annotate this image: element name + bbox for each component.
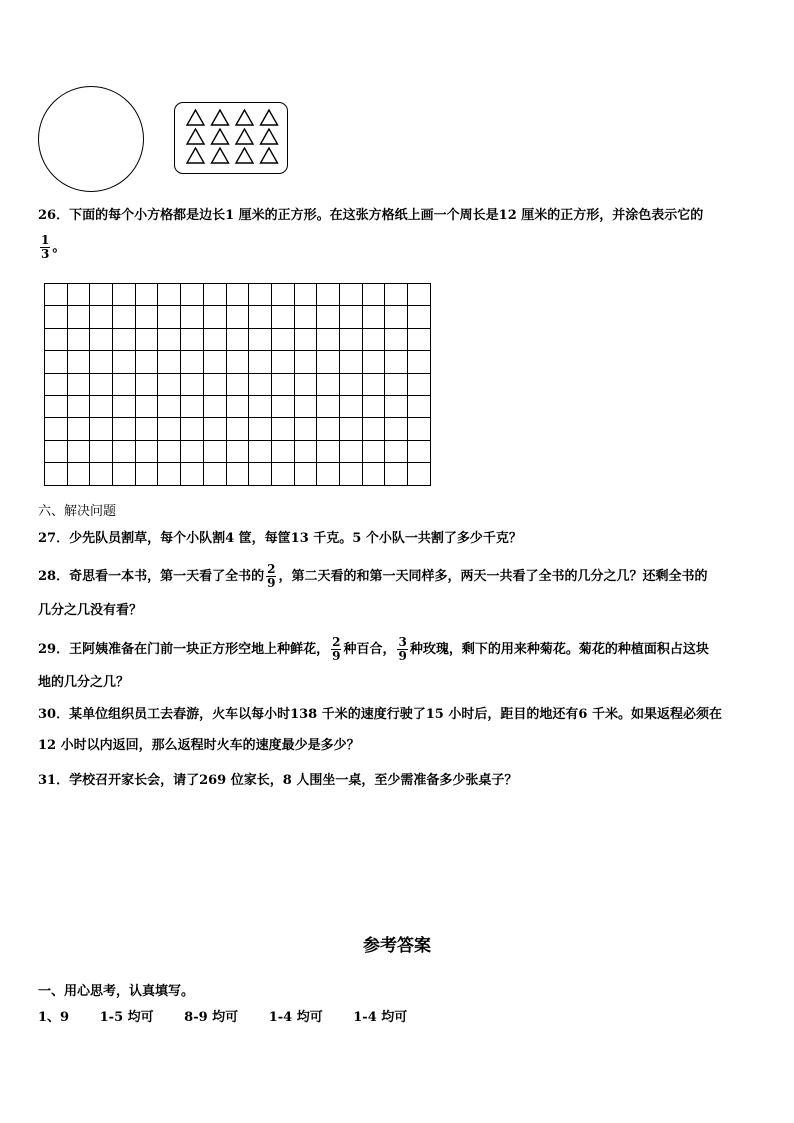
triangle-box-figure bbox=[174, 102, 288, 174]
grid-cell bbox=[408, 284, 431, 306]
grid-cell bbox=[226, 306, 249, 328]
grid-cell bbox=[67, 440, 90, 462]
grid-cell bbox=[408, 328, 431, 350]
answers-row bbox=[38, 1009, 433, 1027]
grid-cell bbox=[294, 284, 317, 306]
grid-cell bbox=[203, 328, 226, 350]
grid-cell bbox=[181, 306, 204, 328]
grid-cell bbox=[158, 306, 181, 328]
grid-row bbox=[45, 418, 431, 440]
grid-cell bbox=[135, 351, 158, 373]
grid-cell bbox=[362, 440, 385, 462]
fraction-denominator: 9 bbox=[267, 576, 276, 590]
square-grid bbox=[44, 283, 431, 486]
circle-figure bbox=[38, 86, 144, 192]
grid-cell bbox=[226, 328, 249, 350]
grid-cell bbox=[385, 418, 408, 440]
fraction-numerator: 2 bbox=[267, 562, 276, 576]
grid-cell bbox=[158, 418, 181, 440]
grid-cell bbox=[158, 395, 181, 417]
grid-cell bbox=[67, 284, 90, 306]
grid-cell bbox=[317, 284, 340, 306]
grid-cell bbox=[249, 418, 272, 440]
grid-cell bbox=[317, 440, 340, 462]
grid-cell bbox=[90, 328, 113, 350]
grid-cell bbox=[408, 351, 431, 373]
grid-cell bbox=[113, 306, 136, 328]
question-31: 31．学校召开家长会，请了269 位家长，8 人围坐一桌，至少需准备多少张桌子？ bbox=[38, 773, 518, 788]
grid-cell bbox=[249, 328, 272, 350]
grid-cell bbox=[113, 440, 136, 462]
fraction-numerator: 1 bbox=[41, 233, 50, 247]
question-26-text: 26．下面的每个小方格都是边长1 厘米的正方形。在这张方格纸上画一个周长是12 厘米的正方形，并涂色表示它的 bbox=[38, 208, 704, 223]
grid-cell bbox=[181, 373, 204, 395]
grid-cell bbox=[45, 463, 68, 485]
triangle-shape bbox=[187, 148, 204, 163]
fraction-numerator: 3 bbox=[398, 635, 407, 649]
grid-cell bbox=[294, 373, 317, 395]
grid-row bbox=[45, 351, 431, 373]
answer-item: 8-9 均可 bbox=[184, 1010, 239, 1025]
grid-cell bbox=[339, 284, 362, 306]
grid-cell bbox=[385, 440, 408, 462]
grid-cell bbox=[90, 373, 113, 395]
triangle-shape bbox=[212, 148, 229, 163]
question-29 bbox=[38, 636, 709, 663]
grid-cell bbox=[249, 373, 272, 395]
answer-item: 1-4 均可 bbox=[353, 1010, 408, 1025]
grid-cell bbox=[67, 373, 90, 395]
grid-cell bbox=[113, 418, 136, 440]
grid-cell bbox=[67, 306, 90, 328]
grid-cell bbox=[226, 463, 249, 485]
grid-cell bbox=[294, 463, 317, 485]
grid-cell bbox=[45, 328, 68, 350]
grid-row bbox=[45, 284, 431, 306]
grid-cell bbox=[90, 418, 113, 440]
grid-cell bbox=[385, 395, 408, 417]
section-6-heading: 六、解决问题 bbox=[38, 504, 117, 519]
grid-cell bbox=[67, 418, 90, 440]
grid-row bbox=[45, 463, 431, 485]
grid-cell bbox=[317, 418, 340, 440]
fraction-tail: 。 bbox=[52, 240, 66, 255]
grid-cell bbox=[135, 328, 158, 350]
grid-cell bbox=[135, 373, 158, 395]
grid-row bbox=[45, 306, 431, 328]
grid-cell bbox=[249, 463, 272, 485]
grid-cell bbox=[203, 440, 226, 462]
grid-cell bbox=[45, 395, 68, 417]
grid-cell bbox=[45, 418, 68, 440]
triangle-shape bbox=[212, 129, 229, 144]
grid-cell bbox=[203, 306, 226, 328]
question-26 bbox=[38, 207, 703, 225]
fraction-three-ninths bbox=[397, 636, 407, 663]
grid-cell bbox=[67, 328, 90, 350]
grid-cell bbox=[271, 284, 294, 306]
grid-cell bbox=[249, 284, 272, 306]
grid-cell bbox=[385, 284, 408, 306]
grid-cell bbox=[181, 351, 204, 373]
grid-cell bbox=[271, 440, 294, 462]
answer-item: 1、9 bbox=[38, 1010, 70, 1025]
q28-part1: 28．奇思看一本书，第一天看了全书的 bbox=[38, 569, 265, 584]
grid-cell bbox=[135, 284, 158, 306]
fraction-numerator: 2 bbox=[332, 635, 341, 649]
grid-cell bbox=[226, 440, 249, 462]
fraction-denominator: 9 bbox=[332, 649, 341, 663]
grid-cell bbox=[362, 395, 385, 417]
q29-part1: 29．王阿姨准备在门前一块正方形空地上种鲜花， bbox=[38, 642, 330, 657]
q29-part3: 种玫瑰，剩下的用来种菊花。菊花的种植面积占这块 bbox=[409, 642, 709, 657]
grid-cell bbox=[385, 306, 408, 328]
grid-cell bbox=[249, 351, 272, 373]
grid-cell bbox=[339, 373, 362, 395]
triangle-shape bbox=[261, 148, 278, 163]
grid-cell bbox=[158, 328, 181, 350]
fraction-two-ninths bbox=[331, 636, 341, 663]
grid-cell bbox=[339, 395, 362, 417]
grid-cell bbox=[181, 328, 204, 350]
grid-cell bbox=[271, 306, 294, 328]
grid-cell bbox=[203, 418, 226, 440]
grid-cell bbox=[317, 463, 340, 485]
triangle-shape bbox=[261, 110, 278, 125]
grid-cell bbox=[408, 463, 431, 485]
grid-cell bbox=[362, 463, 385, 485]
grid-cell bbox=[385, 463, 408, 485]
grid-row bbox=[45, 328, 431, 350]
grid-cell bbox=[339, 328, 362, 350]
grid-cell bbox=[135, 306, 158, 328]
grid-table bbox=[44, 283, 431, 486]
answers-title: 参考答案 bbox=[363, 936, 431, 956]
grid-cell bbox=[317, 328, 340, 350]
question-26-fraction-line bbox=[38, 234, 65, 261]
grid-cell bbox=[113, 373, 136, 395]
grid-cell bbox=[317, 373, 340, 395]
grid-cell bbox=[113, 328, 136, 350]
grid-cell bbox=[90, 463, 113, 485]
triangle-shape bbox=[187, 110, 204, 125]
grid-cell bbox=[362, 328, 385, 350]
grid-cell bbox=[385, 328, 408, 350]
grid-cell bbox=[294, 440, 317, 462]
fraction-denominator: 9 bbox=[398, 649, 407, 663]
grid-cell bbox=[249, 395, 272, 417]
grid-cell bbox=[135, 395, 158, 417]
question-28 bbox=[38, 563, 707, 590]
grid-cell bbox=[317, 306, 340, 328]
grid-cell bbox=[67, 463, 90, 485]
grid-cell bbox=[249, 440, 272, 462]
q28-part2: ，第二天看的和第一天同样多，两天一共看了全书的几分之几？还剩全书的 bbox=[278, 569, 708, 584]
answer-item: 1-4 均可 bbox=[268, 1010, 323, 1025]
grid-cell bbox=[113, 351, 136, 373]
grid-cell bbox=[408, 306, 431, 328]
fraction-denominator: 3 bbox=[41, 247, 50, 261]
fraction-two-ninths bbox=[266, 563, 276, 590]
grid-cell bbox=[362, 351, 385, 373]
question-30: 30．某单位组织员工去春游，火车以每小时138 千米的速度行驶了15 小时后，距目的地还有6 千米。如果返程必须在 bbox=[38, 707, 722, 722]
grid-row bbox=[45, 395, 431, 417]
grid-cell bbox=[67, 351, 90, 373]
grid-cell bbox=[45, 284, 68, 306]
grid-cell bbox=[203, 351, 226, 373]
grid-cell bbox=[113, 284, 136, 306]
grid-cell bbox=[203, 463, 226, 485]
grid-cell bbox=[158, 373, 181, 395]
grid-cell bbox=[271, 395, 294, 417]
grid-cell bbox=[226, 284, 249, 306]
triangle-shape bbox=[236, 148, 253, 163]
triangle-shape bbox=[236, 110, 253, 125]
question-29-line2: 地的几分之几？ bbox=[38, 675, 130, 690]
question-27: 27．少先队员割草，每个小队割4 筐，每筐13 千克。5 个小队一共割了多少千克？ bbox=[38, 531, 522, 546]
grid-cell bbox=[226, 373, 249, 395]
question-30-line2: 12 小时以内返回，那么返程时火车的速度最少是多少？ bbox=[38, 738, 360, 753]
grid-cell bbox=[181, 440, 204, 462]
triangle-shape bbox=[212, 110, 229, 125]
grid-cell bbox=[90, 306, 113, 328]
grid-cell bbox=[67, 395, 90, 417]
grid-cell bbox=[271, 373, 294, 395]
grid-cell bbox=[90, 395, 113, 417]
grid-cell bbox=[294, 328, 317, 350]
grid-cell bbox=[181, 284, 204, 306]
grid-cell bbox=[339, 463, 362, 485]
grid-cell bbox=[45, 306, 68, 328]
triangle-shape bbox=[261, 129, 278, 144]
grid-cell bbox=[203, 373, 226, 395]
grid-cell bbox=[408, 418, 431, 440]
grid-cell bbox=[271, 328, 294, 350]
grid-cell bbox=[362, 284, 385, 306]
grid-cell bbox=[135, 463, 158, 485]
grid-cell bbox=[90, 351, 113, 373]
fraction-one-third bbox=[40, 234, 50, 261]
answers-section-1: 一、用心思考，认真填写。 bbox=[38, 984, 195, 999]
answer-item: 1-5 均可 bbox=[99, 1010, 154, 1025]
grid-cell bbox=[113, 395, 136, 417]
grid-cell bbox=[135, 440, 158, 462]
grid-cell bbox=[90, 440, 113, 462]
grid-cell bbox=[113, 463, 136, 485]
q29-part2: 种百合， bbox=[343, 642, 396, 657]
grid-cell bbox=[226, 351, 249, 373]
grid-cell bbox=[226, 395, 249, 417]
grid-cell bbox=[158, 351, 181, 373]
grid-cell bbox=[317, 395, 340, 417]
grid-cell bbox=[408, 373, 431, 395]
grid-cell bbox=[135, 418, 158, 440]
grid-cell bbox=[339, 306, 362, 328]
grid-cell bbox=[408, 395, 431, 417]
triangle-shape bbox=[236, 129, 253, 144]
grid-cell bbox=[226, 418, 249, 440]
grid-cell bbox=[158, 440, 181, 462]
grid-cell bbox=[45, 440, 68, 462]
grid-cell bbox=[317, 351, 340, 373]
grid-cell bbox=[90, 284, 113, 306]
grid-cell bbox=[181, 463, 204, 485]
triangle-shape bbox=[187, 129, 204, 144]
grid-cell bbox=[362, 373, 385, 395]
grid-cell bbox=[294, 395, 317, 417]
grid-cell bbox=[385, 373, 408, 395]
grid-cell bbox=[203, 395, 226, 417]
grid-cell bbox=[249, 306, 272, 328]
grid-cell bbox=[203, 284, 226, 306]
grid-cell bbox=[362, 306, 385, 328]
grid-cell bbox=[181, 418, 204, 440]
grid-cell bbox=[158, 284, 181, 306]
grid-cell bbox=[294, 306, 317, 328]
grid-cell bbox=[294, 418, 317, 440]
triangles-svg bbox=[175, 103, 287, 173]
grid-cell bbox=[158, 463, 181, 485]
grid-row bbox=[45, 373, 431, 395]
grid-cell bbox=[294, 351, 317, 373]
grid-row bbox=[45, 440, 431, 462]
grid-cell bbox=[181, 395, 204, 417]
grid-cell bbox=[45, 373, 68, 395]
grid-cell bbox=[362, 418, 385, 440]
grid-cell bbox=[385, 351, 408, 373]
grid-cell bbox=[339, 351, 362, 373]
question-28-line2: 几分之几没有看？ bbox=[38, 603, 143, 618]
grid-cell bbox=[271, 463, 294, 485]
grid-cell bbox=[45, 351, 68, 373]
grid-cell bbox=[339, 440, 362, 462]
grid-cell bbox=[339, 418, 362, 440]
grid-cell bbox=[271, 418, 294, 440]
grid-cell bbox=[408, 440, 431, 462]
grid-cell bbox=[271, 351, 294, 373]
